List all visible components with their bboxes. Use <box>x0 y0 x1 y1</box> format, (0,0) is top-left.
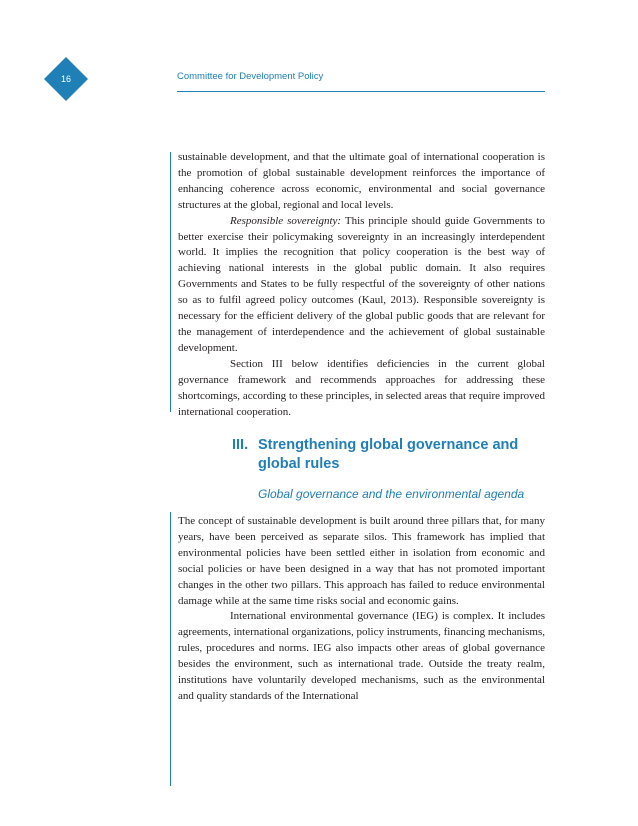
margin-bar-bottom <box>170 512 171 786</box>
body-text-bottom <box>178 514 545 705</box>
paragraph-body: This principle should guide Governments to better exercise their policymaking sovereignty in an increasingly interdependent world. It implies the recognition that policy cooperation is the best way of achieving national interests in the global public domain. It also requires Governments and States to be fully respectful of the sovereignty of other nations so as to fulfil agreed policy outcomes (Kaul, 2013). Responsible sovereignty is necessary for the efficient delivery of the global public goods that are relevant for the management of interdependence and the achievement of global sustainable development. <box>178 214 545 354</box>
subheading: Global governance and the environmental agenda <box>258 487 525 501</box>
paragraph: The concept of sustainable development is built around three pillars that, for many years, have been perceived as separate silos. This framework has implied that environmental policies have been settled either in isolation from economic and social policies or have been designed in a way that has not promoted important changes in the other two pillars. This approach has failed to reduce environmental damage while at the same time risks social and economic gains. <box>178 515 545 607</box>
margin-bar-top <box>170 152 171 412</box>
page-number: 16 <box>60 74 71 84</box>
section-title: Strengthening global governance and global rules <box>258 437 519 472</box>
running-title: Committee for Development Policy <box>177 71 324 82</box>
section-numeral: III. <box>232 437 249 453</box>
body-text-top <box>178 150 545 420</box>
page-number-badge <box>42 55 90 103</box>
paragraph: International environmental governance (IEG) is complex. It includes agreements, international organizations, policy instruments, financing mechanisms, rules, procedures and norms. IEG also impacts other areas of global governance besides the environment, such as international trade. Outside the treaty realm, institutions have voluntarily developed mechanisms, such as the environmental and quality standards of the International <box>178 610 545 702</box>
paragraph: sustainable development, and that the ultimate goal of international cooperation is the promotion of global sustainable development reinforces the importance of enhancing coherence across economic, environmental and social governance structures at the global, regional and local levels. <box>178 151 545 211</box>
paragraph-responsible-sovereignty <box>178 214 545 357</box>
paragraph-lead: Responsible sovereignty: <box>230 214 342 227</box>
paragraph: Section III below identifies deficiencies in the current global governance framework and recommends approaches for addressing these shortcomings, according to these principles, in selected areas that require improved international cooperation. <box>178 357 545 418</box>
header-rule <box>177 91 545 92</box>
